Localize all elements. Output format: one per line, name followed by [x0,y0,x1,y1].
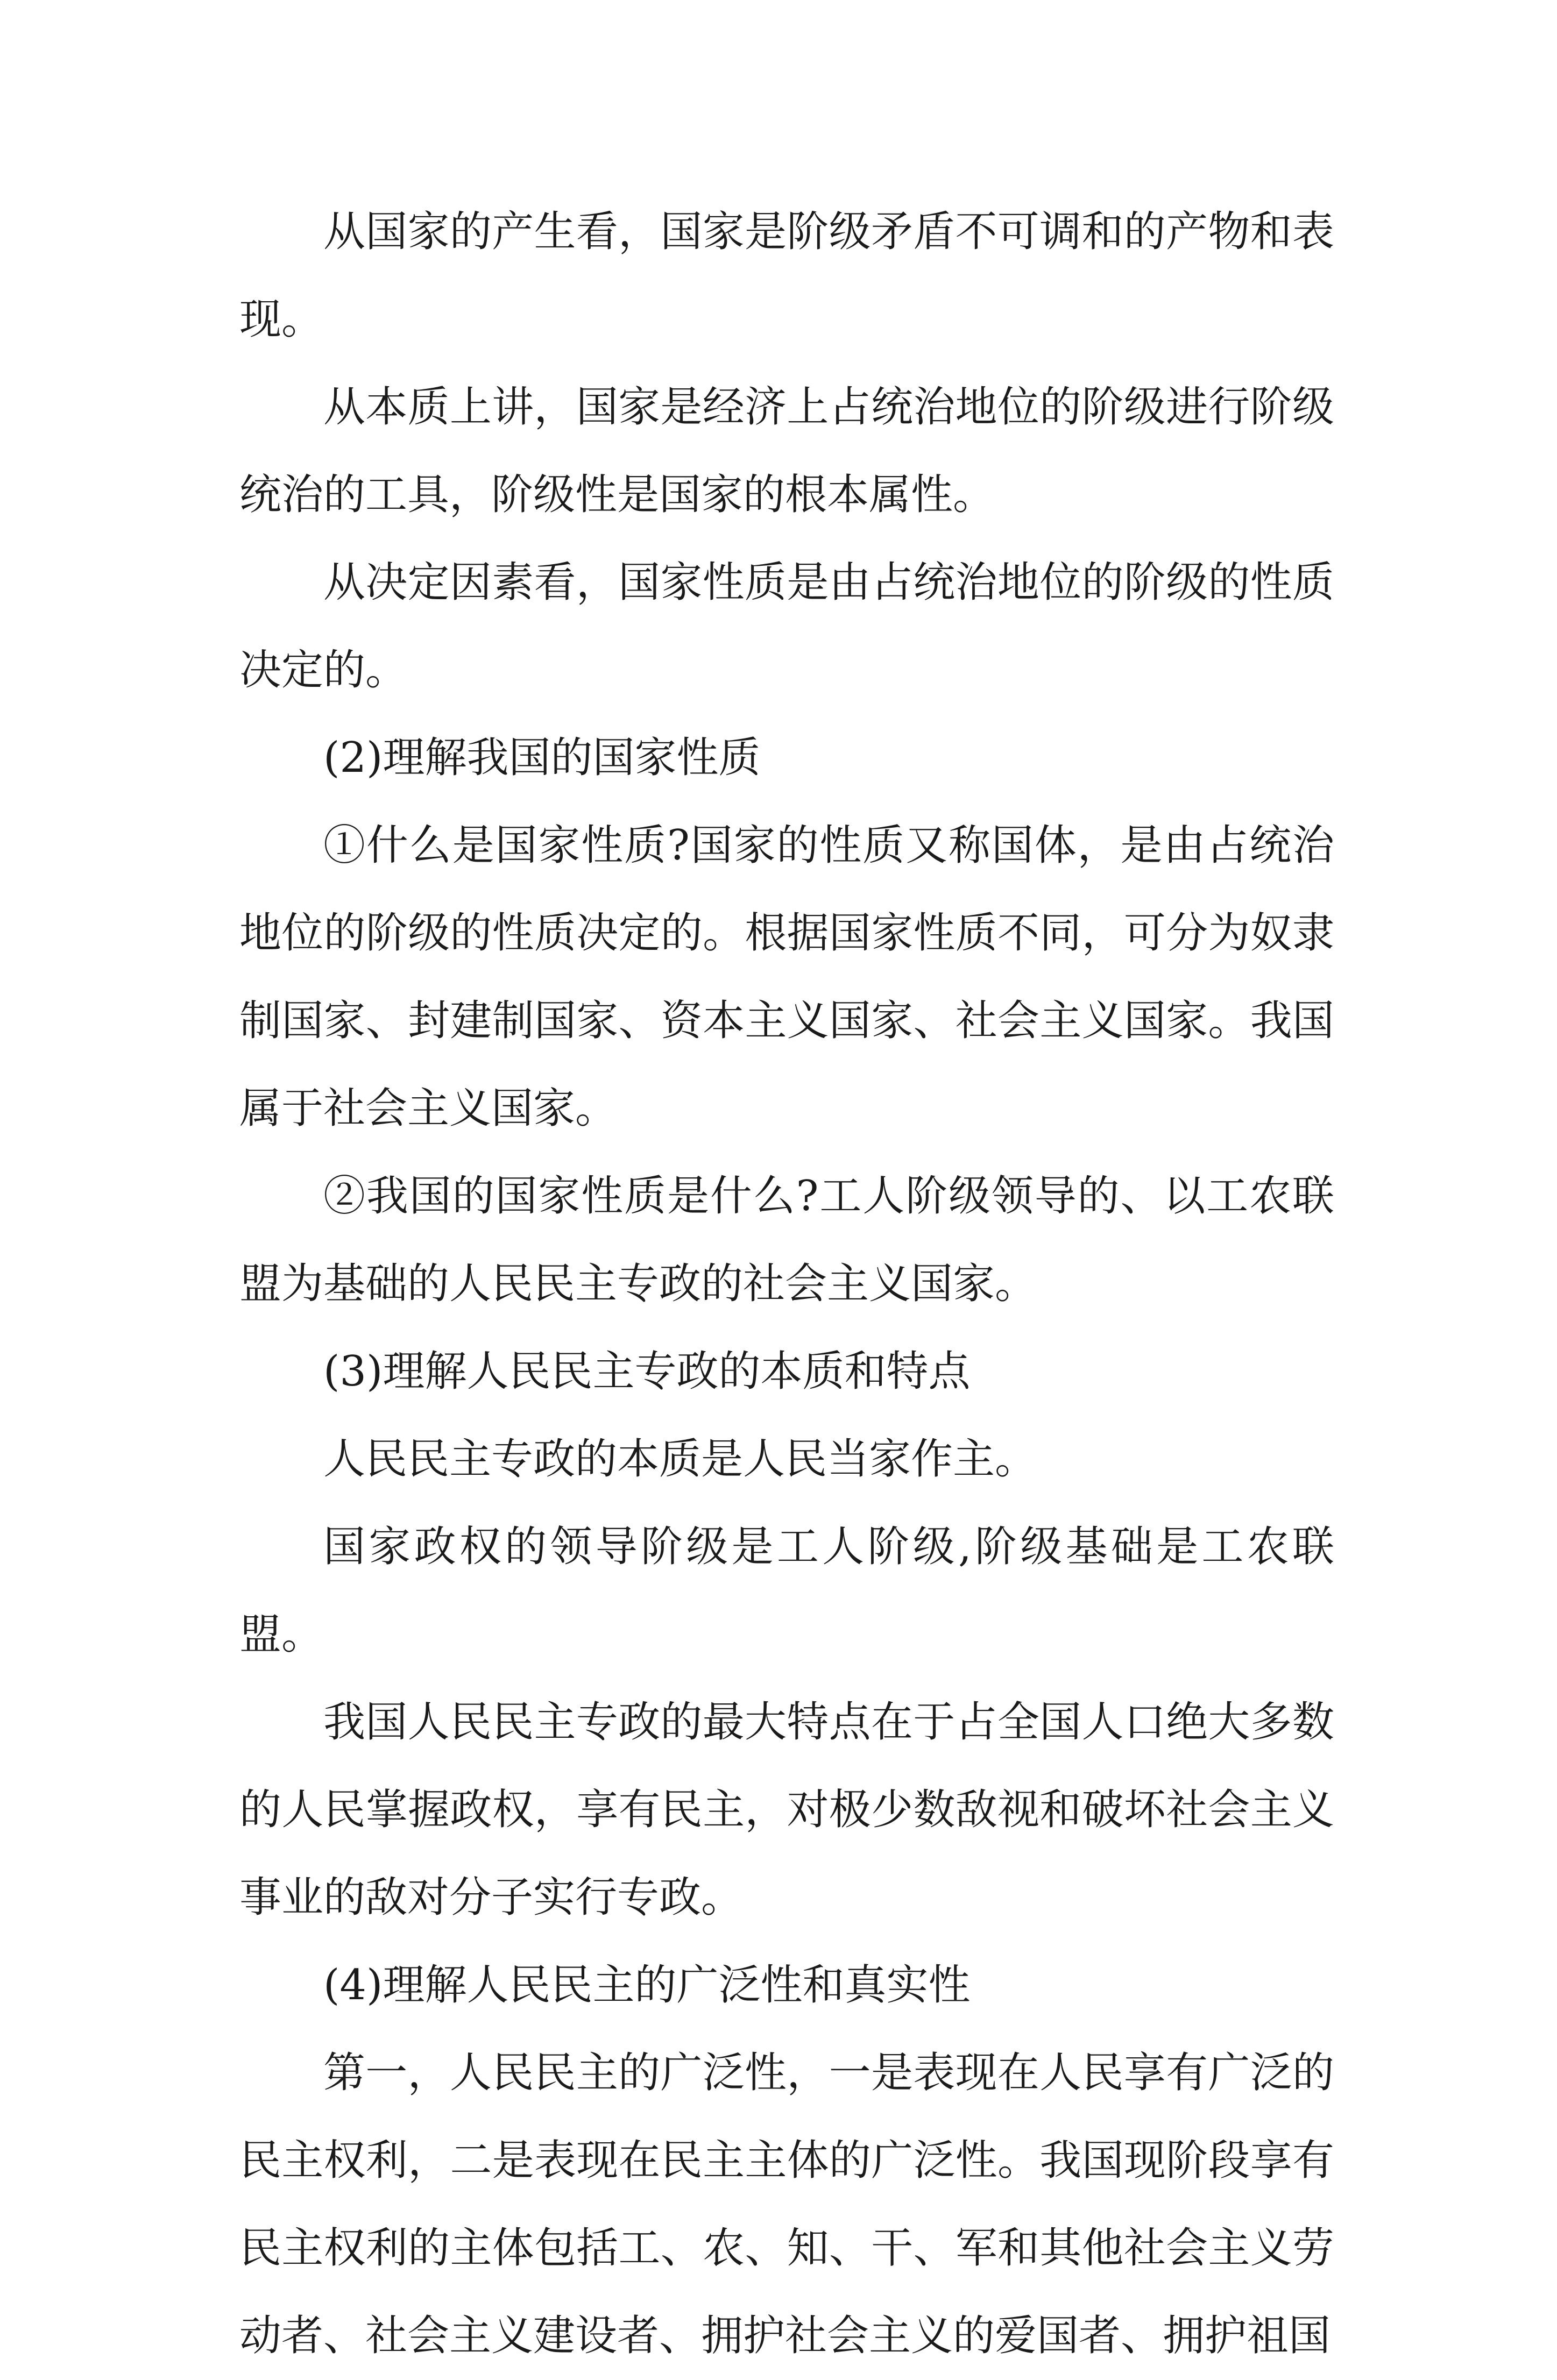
paragraph-what-is-state-nature: ①什么是国家性质?国家的性质又称国体，是由占统治地位的阶级的性质决定的。根据国家性质不同，可分为奴隶制国家、封建制国家、资本主义国家、社会主义国家。我国属于社会主义国家。 [239,821,1334,1133]
section-heading-4: (4)理解人民民主的广泛性和真实性 [323,1961,971,2009]
paragraph-democracy-breadth: 第一，人民民主的广泛性，一是表现在人民享有广泛的民主权利，二是表现在民主主体的广泛性。我国现阶段享有民主权利的主体包括工、农、知、干、军和其他社会主义劳动者、社会主义建设者、拥护社会主义的爱国者、拥护祖国 [239,2049,1334,2360]
section-heading-2: (2)理解我国的国家性质 [323,734,761,782]
section-heading-3: (3)理解人民民主专政的本质和特点 [323,1347,971,1396]
paragraph-state-essence: 从本质上讲，国家是经济上占统治地位的阶级进行阶级统治的工具，阶级性是国家的根本属性。 [239,383,1334,519]
paragraph-dictatorship-feature: 我国人民民主专政的最大特点在于占全国人口绝大多数的人民掌握政权，享有民主，对极少数敌视和破坏社会主义事业的敌对分子实行专政。 [239,1698,1334,1922]
document-page [239,188,1334,2380]
paragraph-state-determinant: 从决定因素看，国家性质是由占统治地位的阶级的性质决定的。 [239,558,1334,694]
paragraph-dictatorship-essence: 人民民主专政的本质是人民当家作主。 [323,1435,1037,1483]
paragraph-state-origin: 从国家的产生看，国家是阶级矛盾不可调和的产物和表现。 [239,208,1334,344]
paragraph-leading-class: 国家政权的领导阶级是工人阶级,阶级基础是工农联盟。 [239,1523,1334,1659]
paragraph-our-state-nature: ②我国的国家性质是什么?工人阶级领导的、以工农联盟为基础的人民民主专政的社会主义国家。 [239,1172,1334,1308]
